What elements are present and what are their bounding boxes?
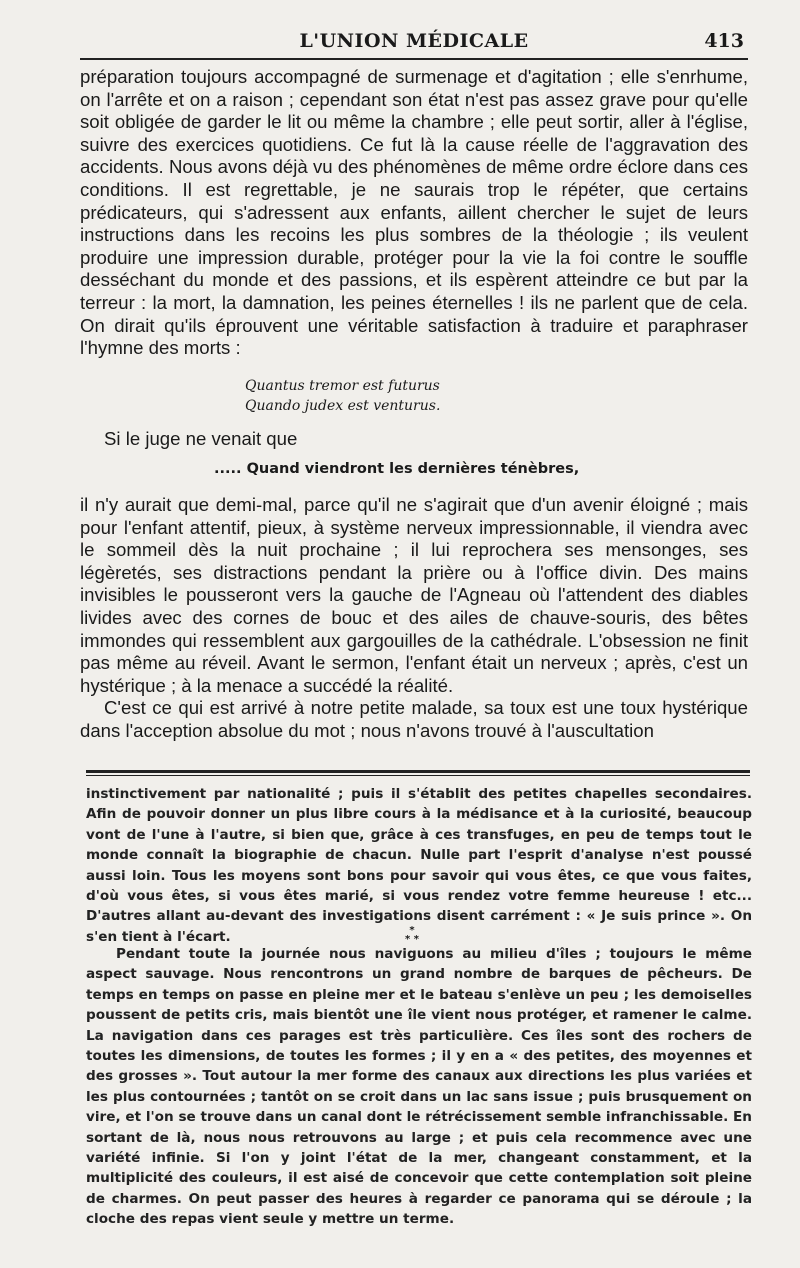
quote-line-1: Quantus tremor est futurus — [245, 378, 440, 394]
main-text-block-2 — [80, 494, 748, 743]
paragraph-3: C'est ce qui est arrivé à notre petite malade, sa toux est une toux hystérique dans l'acception absolue du mot ; nous n'avons trouvé à l'auscultation — [80, 697, 748, 741]
asterism — [405, 926, 419, 944]
running-header — [80, 28, 748, 56]
quote-line-2: Quando judex est venturus. — [245, 398, 441, 414]
juge-line: Si le juge ne venait que — [104, 428, 298, 449]
quand-line: ..... Quand viendront les dernières ténèbres, — [214, 461, 580, 477]
footnote-rule-thin — [86, 775, 750, 776]
footnote-text-1: instinctivement par nationalité ; puis il s'établit des petites chapelles secondaires. Afin de pouvoir donner un plus libre cours à la médisance et à la curiosité, beaucoup vont de l'une à l'autre, si bien que, grâce à ces transfuges, en peu de temps tout le monde connaît la biographie de chacun. Nulle part l'esprit d'analyse n'est poussé aussi loin. Tous les moyens sont bons pour savoir qui vous êtes, ce que vous faites, d'où vous êtes, si vous êtes marié, si vous rendez votre femme heureuse ! etc... D'autres allant au-devant des investigations disent carrément : « Je suis prince ». On s'en tient à l'écart. — [86, 786, 752, 945]
header-rule — [80, 58, 748, 60]
paragraph-1: préparation toujours accompagné de surmenage et d'agitation ; elle s'enrhume, on l'arrête et on a raison ; cependant son état n'est pas assez grave pour qu'elle soit obligée de garder le lit ou même la chambre ; elle peut sortir, aller à l'église, suivre des exercices quotidiens. Ce fut là la cause réelle de l'aggravation des accidents. Nous avons déjà vu des phénomènes de même ordre éclore dans ces conditions. Il est regrettable, je ne saurais trop le répéter, que certains prédicateurs, qui s'adressent aux enfants, aillent chercher le sujet de leurs instructions dans les recoins les plus sombres de la théologie ; ils veulent produire une impression durable, protéger pour la vie la foi contre le souffle desséchant du monde et des passions, et ils espèrent atteindre ce but par la terreur : la mort, la damnation, les peines éternelles ! ils ne parlent que de cela. On dirait qu'ils éprouvent une véritable satisfaction à traduire et paraphraser l'hymne des morts : — [80, 66, 748, 359]
footnote-rule-thick — [86, 770, 750, 773]
page-number: 413 — [704, 30, 744, 52]
footnote-text-2: Pendant toute la journée nous naviguons au milieu d'îles ; toujours le même aspect sauvage. Nous rencontrons un grand nombre de barques de pêcheurs. De temps en temps on passe en pleine mer et le bateau s'enlève un peu ; les demoiselles poussent de petits cris, mais bientôt une île vient nous protéger, et ramener le calme. La navigation dans ces parages est très particulière. Ces îles sont des rochers de toutes les dimensions, de toutes les formes ; il y en a « des petites, des moyennes et des grosses ». Tout autour la mer forme des canaux aux directions les plus variées et les plus contournées ; tantôt on se croit dans un lac sans issue ; puis brusquement on vire, et l'on se trouve dans un canal dont le rétrécissement semble infranchissable. En sortant de là, nous nous retrouvons au large ; et puis cela recommence avec une variété infinie. Si l'on y joint l'état de la mer, changeant constamment, et la multiplicité des couleurs, il est aisé de concevoir que cette contemplation soit pleine de charmes. On peut passer des heures à regarder ce panorama qui se déroule ; la cloche des repas vient seule y mettre un terme. — [86, 946, 752, 1228]
journal-title: L'UNION MÉDICALE — [299, 30, 529, 52]
footnote-block-1 — [86, 784, 752, 947]
latin-quote — [245, 376, 440, 416]
footnote-block-2 — [86, 944, 752, 1230]
main-text-block-1 — [80, 66, 748, 360]
paragraph-2: il n'y aurait que demi-mal, parce qu'il ne s'agirait que d'un avenir éloigné ; mais pour l'enfant attentif, pieux, à système nerveux impressionnable, il viendra avec le sommeil dès la nuit prochaine ; il lui reprochera ses mensonges, ses légèretés, ses distractions pendant la prière ou à l'office divin. Des mains invisibles le pousseront vers la gauche de l'Agneau où l'attendent des diables livides avec des cornes de bouc et des ailes de chauve-souris, des bêtes immondes qui ressemblent aux gargouilles de la cathédrale. L'obsession ne finit pas même au réveil. Avant le sermon, l'enfant était un nerveux ; après, c'est un hystérique ; à la menace a succédé la réalité. — [80, 494, 748, 696]
asterism-glyphs: * * * — [405, 925, 419, 945]
